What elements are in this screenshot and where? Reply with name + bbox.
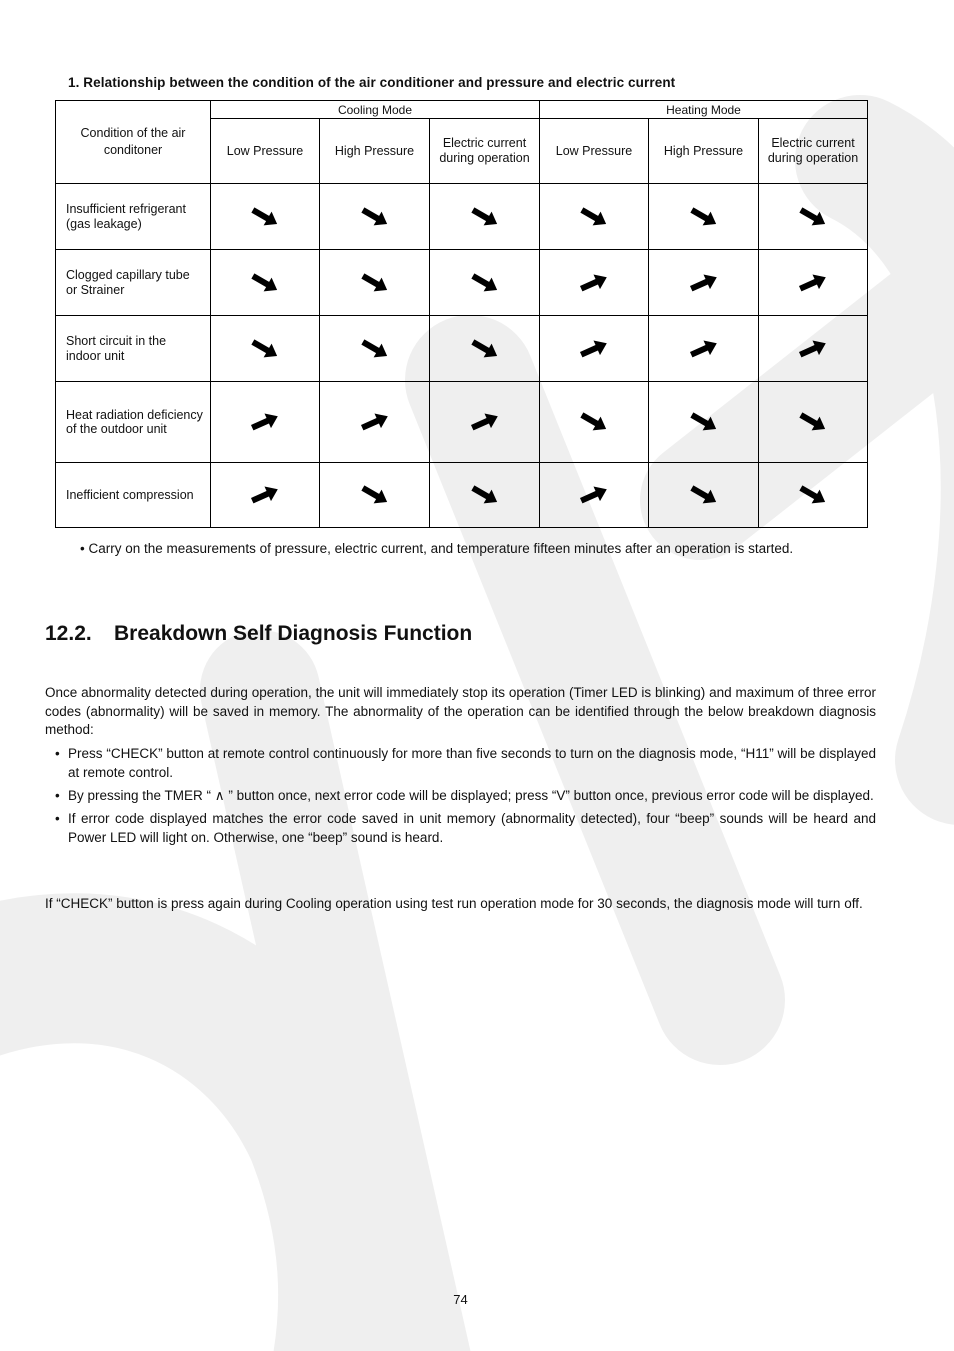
list-item xyxy=(45,787,876,806)
table-row xyxy=(56,382,868,463)
trend-cell xyxy=(320,382,430,463)
trend-cell xyxy=(430,463,540,528)
arrow-up-icon xyxy=(578,484,610,506)
arrow-down-icon xyxy=(797,206,829,228)
list-item xyxy=(45,745,876,782)
bullet-dot: • xyxy=(55,787,60,803)
arrow-down-icon xyxy=(688,411,720,433)
section-number: 12.2. xyxy=(45,622,92,645)
arrow-down-icon xyxy=(249,272,281,294)
trend-cell xyxy=(211,250,320,316)
trend-cell xyxy=(649,382,759,463)
trend-cell xyxy=(211,184,320,250)
measurement-note xyxy=(80,541,793,556)
trend-cell xyxy=(320,250,430,316)
arrow-down-icon xyxy=(359,272,391,294)
step-text: By pressing the TMER “ ∧ ” button once, next error code will be displayed; press “V” button once, previous error code will be displayed. xyxy=(68,787,874,803)
table-row xyxy=(56,316,868,382)
trend-cell xyxy=(649,463,759,528)
trend-cell xyxy=(320,316,430,382)
row-label: Insufficient refrigerant (gas leakage) xyxy=(56,184,211,250)
trend-cell xyxy=(540,250,649,316)
row-label: Clogged capillary tube or Strainer xyxy=(56,250,211,316)
page-number: 74 xyxy=(453,1292,468,1307)
section-title xyxy=(45,622,472,646)
bullet-dot: • xyxy=(55,746,60,761)
trend-cell xyxy=(430,250,540,316)
column-header: Low Pressure xyxy=(540,119,649,184)
trend-cell xyxy=(540,184,649,250)
trend-cell xyxy=(320,463,430,528)
arrow-down-icon xyxy=(359,338,391,360)
section-title-text: Breakdown Self Diagnosis Function xyxy=(114,622,473,645)
trend-cell xyxy=(211,316,320,382)
trend-cell xyxy=(430,184,540,250)
arrow-up-icon xyxy=(797,272,829,294)
heating-mode-header: Heating Mode xyxy=(540,101,868,119)
note-text: Carry on the measurements of pressure, electric current, and temperature fifteen minutes after an operation is started. xyxy=(88,541,794,556)
closing-paragraph: If “CHECK” button is press again during Cooling operation using test run operation mode for 30 seconds, the diagnosis mode will turn off. xyxy=(45,896,863,911)
arrow-up-icon xyxy=(688,338,720,360)
arrow-down-icon xyxy=(469,206,501,228)
row-label: Heat radiation deficiency of the outdoor unit xyxy=(56,382,211,463)
column-header: Low Pressure xyxy=(211,119,320,184)
trend-cell xyxy=(211,382,320,463)
arrow-down-icon xyxy=(688,206,720,228)
column-header: High Pressure xyxy=(649,119,759,184)
cooling-mode-header: Cooling Mode xyxy=(211,101,540,119)
trend-cell xyxy=(759,316,868,382)
trend-cell xyxy=(430,316,540,382)
trend-cell xyxy=(759,250,868,316)
section-heading: 1. Relationship between the condition of the air conditioner and pressure and electric current xyxy=(68,75,676,90)
trend-cell xyxy=(540,316,649,382)
bullet-dot: • xyxy=(55,811,60,827)
row-label: Inefficient compression xyxy=(56,463,211,528)
intro-paragraph: Once abnormality detected during operation, the unit will immediately stop its operation (Timer LED is blinking) and maximum of three error codes (abnormality) will be saved in memory. The abnormality of the operation can be identified through the below breakdown diagnosis method: xyxy=(45,685,876,738)
arrow-down-icon xyxy=(249,206,281,228)
trend-cell xyxy=(540,382,649,463)
table-row xyxy=(56,250,868,316)
table-row xyxy=(56,463,868,528)
arrow-down-icon xyxy=(797,484,829,506)
trend-cell xyxy=(759,382,868,463)
trend-cell xyxy=(759,184,868,250)
arrow-down-icon xyxy=(249,338,281,360)
arrow-up-icon xyxy=(469,411,501,433)
arrow-down-icon xyxy=(578,411,610,433)
arrow-down-icon xyxy=(578,206,610,228)
arrow-down-icon xyxy=(469,338,501,360)
trend-cell xyxy=(759,463,868,528)
trend-cell xyxy=(649,250,759,316)
arrow-up-icon xyxy=(359,411,391,433)
arrow-up-icon xyxy=(578,272,610,294)
arrow-up-icon xyxy=(249,484,281,506)
step-text: If error code displayed matches the error code saved in unit memory (abnormality detected), four “beep” sounds will be heard and Power LED will light on. Otherwise, one “beep” sound is heard. xyxy=(68,811,876,845)
trend-cell xyxy=(320,184,430,250)
column-header: Electric current during operation xyxy=(430,119,540,184)
arrow-up-icon xyxy=(249,411,281,433)
arrow-up-icon xyxy=(578,338,610,360)
trend-cell xyxy=(211,463,320,528)
arrow-down-icon xyxy=(469,484,501,506)
arrow-down-icon xyxy=(469,272,501,294)
column-header: Electric current during operation xyxy=(759,119,868,184)
arrow-down-icon xyxy=(359,484,391,506)
arrow-down-icon xyxy=(797,411,829,433)
trend-cell xyxy=(430,382,540,463)
pressure-current-table xyxy=(55,100,868,528)
condition-header: Condition of the air conditoner xyxy=(56,101,211,184)
table-row xyxy=(56,184,868,250)
bullet-dot: • xyxy=(80,541,85,556)
arrow-up-icon xyxy=(688,272,720,294)
trend-cell xyxy=(540,463,649,528)
column-header: High Pressure xyxy=(320,119,430,184)
step-text: Press “CHECK” button at remote control continuously for more than five seconds to turn on the diagnosis mode, “H11” will be displayed at remote control. xyxy=(68,746,876,780)
arrow-up-icon xyxy=(797,338,829,360)
diagnosis-steps xyxy=(45,745,876,852)
row-label: Short circuit in the indoor unit xyxy=(56,316,211,382)
trend-cell xyxy=(649,184,759,250)
arrow-down-icon xyxy=(688,484,720,506)
list-item xyxy=(45,810,876,847)
trend-cell xyxy=(649,316,759,382)
arrow-down-icon xyxy=(359,206,391,228)
